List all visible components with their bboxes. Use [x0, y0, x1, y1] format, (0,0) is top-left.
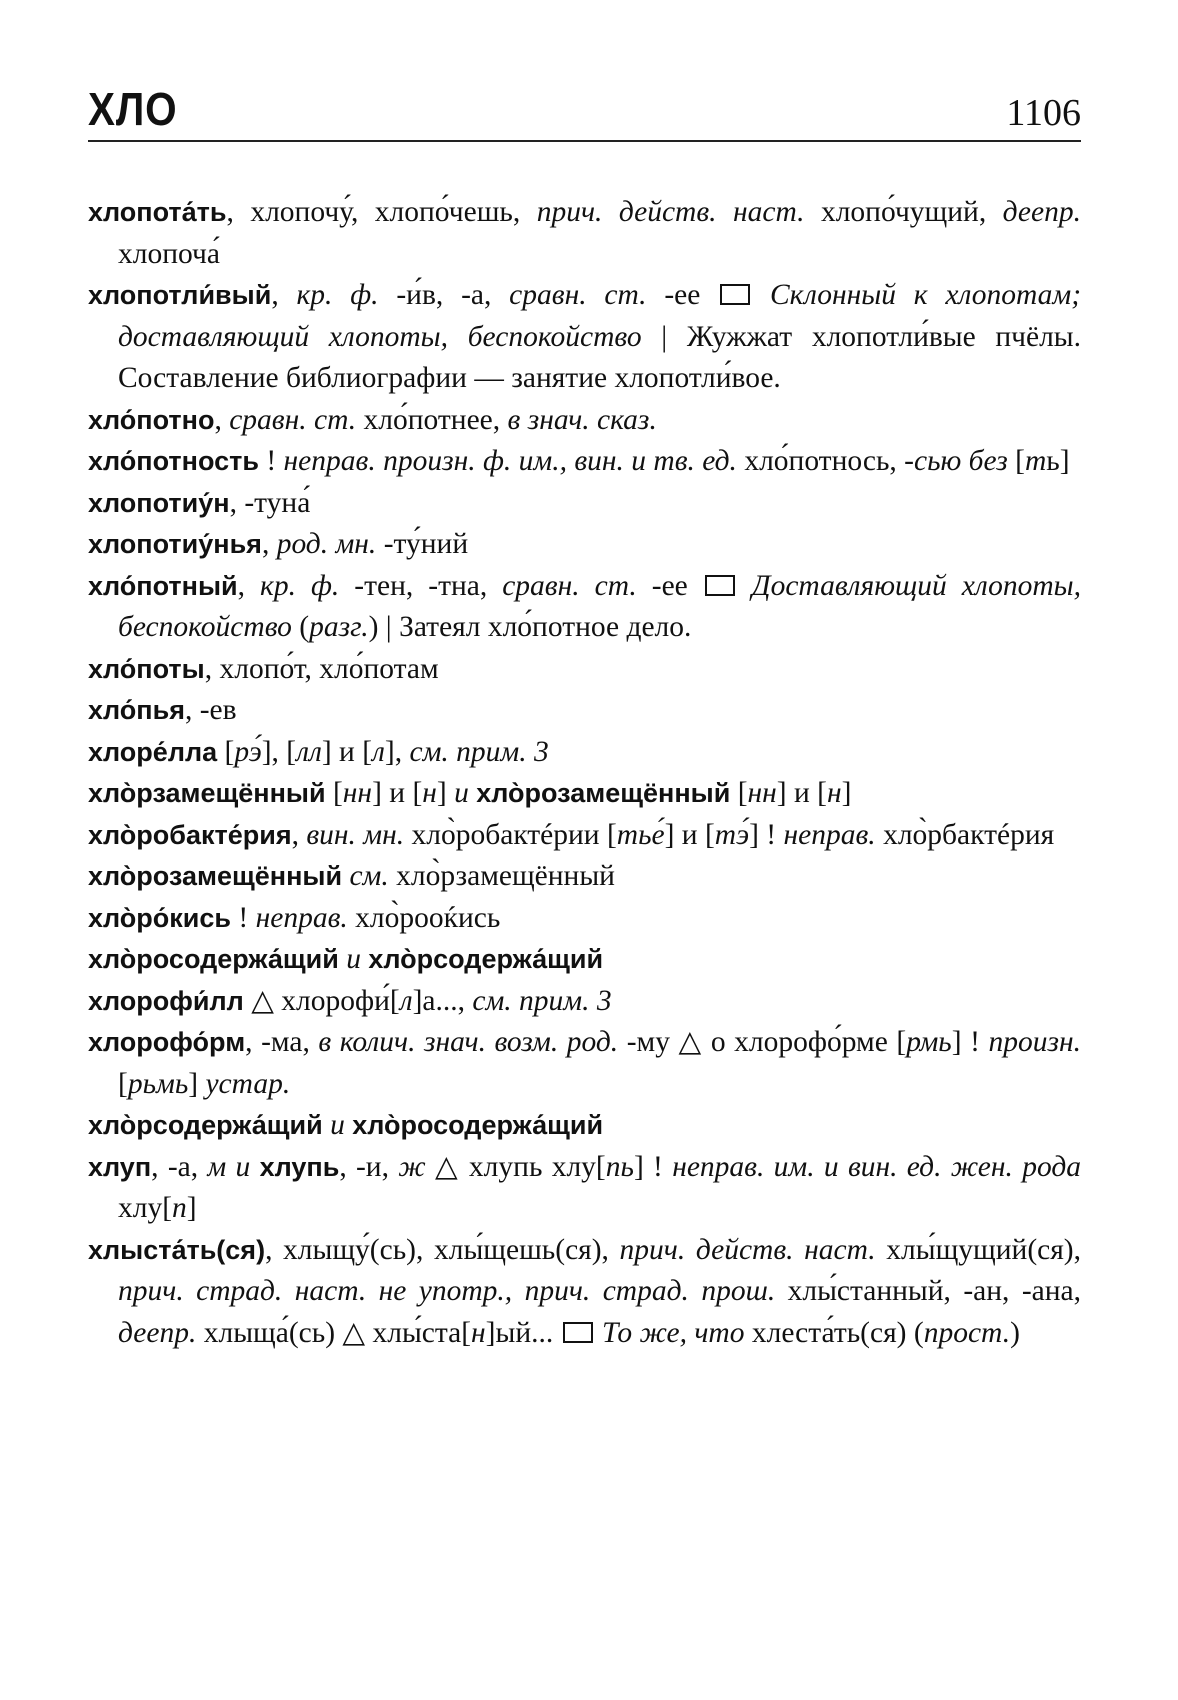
- entry-text: ,: [214, 403, 230, 436]
- grammar-note: Склонный к хлопотам; доставляющий хлопоты, беспокойство: [118, 279, 1082, 353]
- dictionary-entry: [88, 690, 1081, 732]
- entry-text: , хлыщу́(сь), хлы́щешь(ся),: [265, 1233, 620, 1266]
- header-rule: [88, 140, 1081, 142]
- headword: хлорофо́рм: [88, 1027, 246, 1057]
- grammar-note: н: [422, 777, 437, 809]
- grammar-note: см. прим. 3: [409, 735, 549, 768]
- entry-text: хло̀рооќись: [347, 901, 501, 934]
- grammar-note: и: [330, 1109, 345, 1141]
- grammar-note: То же, что: [594, 1316, 745, 1349]
- grammar-note: разг.: [309, 611, 369, 643]
- entry-text: [: [217, 735, 235, 768]
- definition-box-icon: [563, 1322, 593, 1343]
- grammar-note: т: [1024, 445, 1047, 477]
- entry-text: хлы́станный, -ан, -ана,: [775, 1275, 1081, 1307]
- entry-text: △ хлорофи́[: [243, 984, 400, 1017]
- entry-text: [323, 1109, 330, 1141]
- entry-text: , -ев: [184, 694, 237, 726]
- entry-text: ] и [: [321, 735, 373, 768]
- entry-text: ,: [237, 569, 261, 602]
- grammar-note: прич. страд. наст. не употр., прич. страд. прош.: [118, 1275, 776, 1307]
- headword: хлупь: [259, 1151, 340, 1182]
- headword: хлуп: [88, 1151, 152, 1182]
- entry-text: ],: [384, 735, 410, 768]
- entry-text: хлопоча́: [118, 237, 220, 270]
- page-number: 1106: [1006, 92, 1081, 134]
- entry-text: -му △ о хлорофо́рме [: [618, 1026, 907, 1058]
- entry-text: !: [258, 445, 284, 477]
- entry-text: хлопо́чущий,: [804, 196, 1003, 228]
- headword: хло̀росодержа́щий: [352, 1110, 604, 1140]
- entry-text: , хлопо́т, хло́потам: [204, 652, 439, 685]
- grammar-note: -сью без: [904, 445, 1008, 477]
- entry-text: -тен, -тна,: [339, 569, 503, 602]
- entry-text: -ее: [646, 279, 719, 311]
- grammar-note: сравн. ст.: [502, 569, 637, 602]
- dictionary-entry: [88, 649, 1081, 691]
- grammar-note: ж: [398, 1150, 426, 1183]
- headword: хло́потный: [88, 570, 238, 601]
- grammar-note: м и: [207, 1150, 251, 1183]
- entry-text: ] и [: [372, 777, 423, 809]
- definition-box-icon: [705, 575, 735, 596]
- grammar-note: Доставляющий хлопоты, беспокойство: [118, 569, 1082, 643]
- entry-text: хло̀рбактéрия: [875, 818, 1055, 851]
- dictionary-entry: [88, 773, 1081, 815]
- headword: хло̀ро́кись: [88, 902, 232, 933]
- grammar-note: произн.: [988, 1026, 1081, 1058]
- entry-text: ]ый...: [485, 1316, 561, 1349]
- dictionary-entry: [88, 939, 1081, 981]
- headword: хло́потно: [88, 404, 215, 435]
- grammar-note: тье́: [616, 818, 665, 851]
- grammar-note: рэ́: [234, 735, 262, 768]
- entry-text: , -ма,: [245, 1026, 319, 1058]
- entry-text: [250, 1151, 259, 1183]
- grammar-note: н: [471, 1316, 486, 1349]
- entry-text: ) | Затеял хло́потное дело.: [368, 611, 692, 643]
- grammar-note: деепр.: [118, 1316, 197, 1349]
- grammar-note: см.: [349, 860, 389, 892]
- entry-text: ]: [188, 1067, 206, 1100]
- definition-box-icon: [720, 284, 750, 305]
- entry-text: ], [: [261, 735, 297, 768]
- grammar-note: и: [454, 777, 469, 809]
- headword: хло̀розамещённый: [476, 778, 731, 808]
- grammar-note: кр. ф.: [296, 279, 379, 311]
- entry-text: (: [291, 611, 310, 643]
- entry-text: хло́потнось,: [736, 445, 905, 477]
- grammar-note: п: [172, 1192, 187, 1224]
- entry-text: [: [325, 777, 343, 809]
- grammar-note: деепр.: [1002, 196, 1081, 228]
- dictionary-entry: [88, 981, 1081, 1023]
- grammar-note: пь: [605, 1150, 634, 1183]
- grammar-note: неправ.: [783, 818, 876, 851]
- entry-text: хло̀рзамещённый: [388, 860, 615, 892]
- entry-text: ]а...,: [412, 984, 473, 1017]
- headword: хло́потность: [88, 446, 259, 476]
- running-head: ХЛО: [88, 83, 178, 135]
- entry-text: ): [1010, 1316, 1020, 1349]
- entry-text: , -туна́: [229, 486, 311, 519]
- entry-text: !: [231, 901, 256, 934]
- entry-text: хлы́щущий(ся),: [875, 1233, 1082, 1266]
- dictionary-entry: [88, 483, 1081, 525]
- page-header: [88, 72, 1081, 135]
- grammar-note: прич. действ. наст.: [619, 1233, 876, 1266]
- dictionary-entry: [88, 1230, 1081, 1355]
- grammar-note: сравн. ст.: [229, 403, 357, 436]
- grammar-note: прич. действ. наст.: [536, 196, 805, 228]
- dictionary-entry: [88, 441, 1081, 483]
- grammar-note: кр. ф.: [260, 569, 340, 602]
- grammar-note: рьмь: [127, 1067, 189, 1100]
- grammar-note: см. прим. 3: [472, 984, 612, 1017]
- grammar-note: л: [372, 735, 385, 768]
- entry-text: -ее: [636, 569, 703, 602]
- entry-text: ]: [841, 777, 852, 809]
- entry-text: , хлопочу́, хлопо́чешь,: [226, 196, 537, 228]
- entry-text: | Жужжат хлопотли́вые пчёлы. Составление библиографии — занятие хлопотли́вое.: [118, 320, 1082, 394]
- entry-text: ] и [: [664, 818, 715, 851]
- headword: хло̀росодержа́щий: [88, 944, 339, 974]
- dictionary-entry: [88, 524, 1081, 566]
- grammar-note: неправ. произн. ф. им., вин. и тв. ед.: [283, 445, 737, 477]
- headword: хлопотиу́н: [88, 487, 230, 518]
- headword: хлорофи́лл: [88, 985, 244, 1016]
- grammar-note: неправ. им. и вин. ед. жен. рода: [672, 1150, 1081, 1183]
- entry-text: ] !: [749, 818, 784, 851]
- entry-text: [: [730, 777, 748, 809]
- entry-text: , -и,: [339, 1150, 399, 1183]
- entry-text: -и́в, -а,: [378, 279, 510, 311]
- entry-text: хлу[: [118, 1192, 173, 1224]
- grammar-note: неправ.: [255, 901, 348, 934]
- dictionary-entry: [88, 1022, 1081, 1105]
- grammar-note: и: [346, 943, 361, 975]
- entry-text: ь]: [1046, 445, 1070, 477]
- headword: хло̀розамещённый: [88, 861, 343, 891]
- grammar-note: устар.: [205, 1067, 291, 1100]
- grammar-note: лл: [296, 735, 322, 768]
- entry-text: ]: [436, 777, 455, 809]
- dictionary-entry: [88, 400, 1081, 442]
- headword: хлопотиу́нья: [88, 529, 262, 559]
- headword: хло́пья: [88, 695, 185, 725]
- entry-text: △ хлупь хлу[: [425, 1150, 606, 1183]
- entry-text: ] !: [633, 1150, 673, 1183]
- entry-list: [88, 192, 1081, 1354]
- headword: хло̀рсодержа́щий: [88, 1110, 323, 1140]
- dictionary-entry: [88, 732, 1081, 774]
- grammar-note: вин. мн.: [306, 818, 405, 851]
- dictionary-entry: [88, 566, 1081, 649]
- dictionary-entry: [88, 898, 1081, 940]
- headword: хло̀рзамещённый: [88, 778, 326, 808]
- headword: хлопота́ть: [88, 197, 227, 227]
- entry-text: [: [118, 1067, 128, 1100]
- entry-text: ]: [186, 1192, 197, 1224]
- dictionary-entry: [88, 275, 1081, 400]
- headword: хло̀рсодержа́щий: [368, 944, 604, 974]
- entry-text: хлеста́ть(ся) (: [744, 1316, 924, 1349]
- entry-text: ,: [261, 528, 277, 560]
- grammar-note: н: [826, 777, 842, 809]
- grammar-note: нн: [747, 777, 777, 809]
- grammar-note: сравн. ст.: [509, 279, 647, 311]
- headword: хло̀робакте́рия: [88, 819, 292, 850]
- headword: хлоре́лла: [88, 736, 218, 767]
- dictionary-entry: [88, 192, 1081, 275]
- grammar-note: л: [399, 984, 413, 1017]
- grammar-note: прост.: [923, 1316, 1011, 1349]
- entry-text: ] и [: [776, 777, 827, 809]
- dictionary-entry: [88, 856, 1081, 898]
- entry-text: -ту́ний: [376, 528, 469, 560]
- headword: хло́поты: [88, 653, 205, 684]
- entry-text: ,: [271, 279, 297, 311]
- headword: хлыста́ть(ся): [88, 1234, 266, 1265]
- headword: хлопотли́вый: [88, 280, 272, 310]
- entry-text: хло́потнее,: [356, 403, 508, 436]
- grammar-note: рмь: [906, 1026, 952, 1058]
- dictionary-entry: [88, 1147, 1081, 1230]
- grammar-note: род. мн.: [276, 528, 377, 560]
- grammar-note: тэ́: [714, 818, 750, 851]
- entry-text: [: [1007, 445, 1025, 477]
- grammar-note: нн: [342, 777, 373, 809]
- entry-text: хлыща́(сь) △ хлы́ста[: [196, 1316, 472, 1349]
- grammar-note: в колич. знач. возм. род.: [318, 1026, 619, 1058]
- entry-text: , -а,: [151, 1150, 208, 1183]
- dictionary-entry: [88, 815, 1081, 857]
- entry-text: хло̀робактéрии [: [404, 818, 617, 851]
- entry-text: ] !: [951, 1026, 989, 1058]
- dictionary-entry: [88, 1105, 1081, 1147]
- entry-text: ,: [291, 818, 307, 851]
- grammar-note: в знач. сказ.: [507, 403, 657, 436]
